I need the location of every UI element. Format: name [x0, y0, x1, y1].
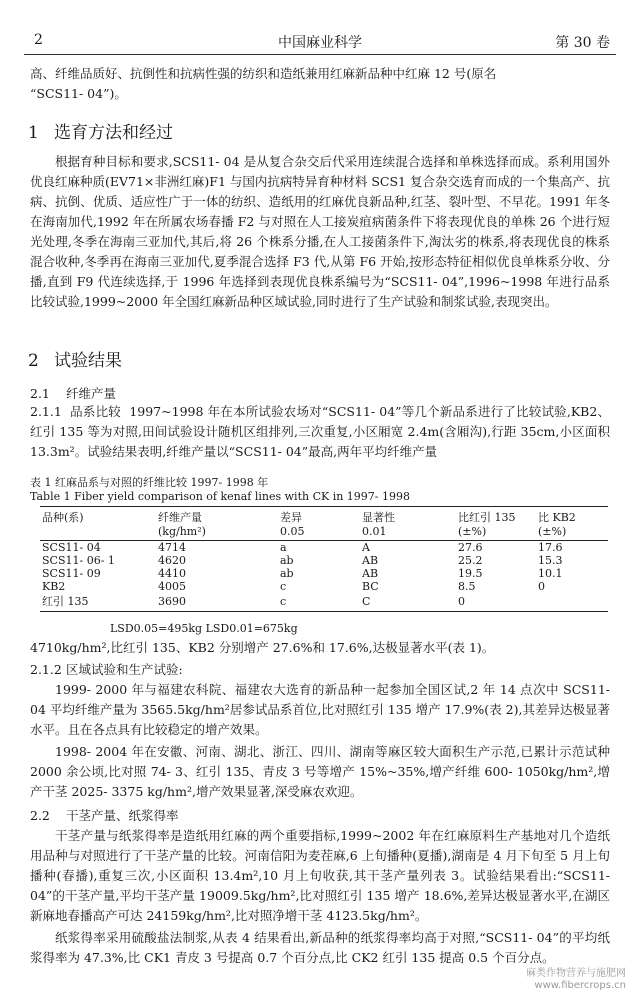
section-1-paragraph: 根据育种目标和要求,SCS11- 04 是从复合杂交后代采用连续混合选择和单株选择而成。系利用国外优良红麻种质(EV71×非洲红麻)F1 与国内抗病特异育种材料 SCS1 复合杂交选育而成的一个集高产、抗病、抗倒、优质、适应性广于一体的纺织、造纸用的红麻优良新品种,红茎、裂叶型、不早花。1991 年冬在海南加代,1992 年在所属农场春播 F2 与对照在人工接炭疽病菌条件下将表现优良的单株 26 个进行短光处理,冬季在海南三亚加代,其后,将 26 个株系分播,在人工接菌条件下,淘汰劣的株系,将表现优良的株系混合收种,冬季再在海南三亚加代,夏季混合选择 F3 代,从第 F6 开始,按形态特征相似优良单株系分收、分播,直到 F9 代连续选择,于 1996 年选择到表现优良株系编号为“SCS11- 04”,1996~1998 年进行品系比较试验,1999~2000 年全国红麻新品种区域试验,同时进行了生产试验和制浆试验,表现突出。: [30, 154, 610, 309]
column-subheader: 0.01: [360, 525, 456, 541]
section-2-2-number: 2.2: [30, 808, 50, 823]
volume-label: 第 30 卷: [555, 35, 610, 51]
table-cell: c: [280, 580, 287, 593]
intro-line-2: “SCS11- 04”)。: [30, 86, 127, 101]
table-cell: SCS11- 09: [42, 567, 101, 580]
section-2-1-2-number: 2.1.2: [30, 662, 62, 677]
table-cell: SCS11- 06- 1: [42, 554, 115, 567]
table-cell: 4620: [158, 554, 186, 567]
table-cell: A: [362, 541, 370, 554]
section-2-2-paragraph-1: 干茎产量与纸浆得率是造纸用红麻的两个重要指标,1999~2002 年在红麻原料生产基地对几个造纸用品种与对照进行了干茎产量的比较。河南信阳为麦茬麻,6 上旬播种(夏播),湖南是 4 月下旬至 5 月上旬播种(春播),重复三次,小区面积 13.4m²,10 月上旬收获,其干茎产量列表 3。试验结果看出:“SCS11- 04”的干茎产量,平均干茎产量 19009.5kg/hm²,比对照红引 135 增产 18.6%,差异达极显著水平,在湖区新麻地春播高产可达 24159kg/hm²,比对照净增干茎 4123.5kg/hm²。: [30, 828, 610, 923]
column-header: 比 KB2: [536, 507, 608, 526]
section-2-1-1-text: 1997~1998 年在本所试验农场对“SCS11- 04”等几个新品系进行了比较试验,KB2、红引 135 等为对照,田间试验设计随机区组排列,三次重复,小区厢宽 2.4m(含厢沟),行距 35cm,小区面积 13.3m²。试验结果表明,纤维产量以“SCS11- 04”最高,两年平均纤维产量: [30, 404, 610, 459]
after-table-paragraph: 4710kg/hm²,比红引 135、KB2 分别增产 27.6%和 17.6%,达极显著水平(表 1)。: [30, 640, 495, 655]
column-subheader: (kg/hm²): [156, 525, 278, 541]
table-cell: 8.5: [458, 580, 476, 593]
running-header: [24, 32, 616, 55]
table-cell: AB: [362, 554, 379, 567]
table-cell: 4005: [158, 580, 186, 593]
table-1-caption-en: Table 1 Fiber yield comparison of kenaf lines with CK in 1997- 1998: [30, 490, 411, 503]
column-subheader: (±%): [456, 525, 536, 541]
table-cell: 27.6: [458, 541, 483, 554]
intro-paragraph: [30, 64, 610, 104]
table-cell: C: [360, 593, 456, 612]
table-cell: [536, 593, 608, 612]
column-subheader: [40, 525, 156, 541]
section-2-1-2-paragraph-2: 1998- 2004 年在安徽、河南、湖北、浙江、四川、湖南等麻区较大面积生产示范,已累计示范试种 2000 余公顷,比对照 74- 3、红引 135、青皮 3 号等增产 15%~35%,增产纤维 600- 1050kg/hm²,增产干茎 2025- 3375 kg/hm²,增产效果显著,深受麻农欢迎。: [30, 744, 610, 799]
table-cell: ab: [280, 554, 294, 567]
watermark-line-1: 麻类作物营养与施肥网: [526, 968, 626, 979]
section-2-heading: [28, 346, 122, 371]
table-cell: AB: [362, 567, 379, 580]
table-cell: 红引 135: [40, 593, 156, 612]
table-cell: 15.3: [538, 554, 563, 567]
column-header: 品种(系): [40, 507, 156, 526]
section-2-1-1-number: 2.1.1: [30, 404, 62, 419]
table-cell: 4714: [158, 541, 186, 554]
table-row: [40, 567, 608, 580]
table-1-caption-cn: 表 1 红麻品系与对照的纤维比较 1997- 1998 年: [30, 476, 269, 489]
table-cell: SCS11- 04: [42, 541, 101, 554]
table-cell: 10.1: [538, 567, 563, 580]
section-2-1-number: 2.1: [30, 386, 50, 401]
section-2-2-paragraph-2: 纸浆得率采用硫酸盐法制浆,从表 4 结果看出,新品种的纸浆得率均高于对照,“SCS11- 04”的平均纸浆得率为 47.3%,比 CK1 青皮 3 号提高 0.7 个百分点,比 CK2 红引 135 提高 0.5 个百分点。: [30, 930, 610, 965]
site-watermark: [526, 968, 626, 992]
section-2-2-heading: [30, 806, 179, 824]
section-2-1-1-paragraph: [30, 402, 610, 462]
section-1-heading: [28, 118, 173, 143]
column-header: 比红引 135: [456, 507, 536, 526]
section-1-title: 选育方法和经过: [54, 123, 173, 143]
section-2-1-title: 纤维产量: [66, 386, 117, 401]
intro-line-1: 高、纤维品质好、抗倒性和抗病性强的纺织和造纸兼用红麻新品种中红麻 12 号(原名: [30, 66, 497, 81]
section-2-2-title: 干茎产量、纸浆得率: [66, 808, 179, 823]
table-subheader-row: [40, 525, 608, 541]
table-row: [40, 554, 608, 567]
section-2-title: 试验结果: [54, 351, 122, 371]
section-2-1-2-title: 区域试验和生产试验:: [66, 662, 183, 677]
section-2-1-1-title: 品系比较: [70, 404, 121, 419]
table-cell: 4410: [158, 567, 186, 580]
column-header: 纤维产量: [156, 507, 278, 526]
column-subheader: (±%): [536, 525, 608, 541]
section-2-1-2-paragraph-1: 1999- 2000 年与福建农科院、福建农大选育的新品种一起参加全国区试,2 年 14 点次中 SCS11- 04 平均纤维产量为 3565.5kg/hm²居参试品系首位,比对照红引 135 增产 17.9%(表 2),其差异达极显著水平。且在各点具有比较稳定的增产效果。: [30, 682, 610, 737]
table-cell: c: [278, 593, 360, 612]
table-cell: 3690: [156, 593, 278, 612]
table-cell: KB2: [42, 580, 66, 593]
table-cell: ab: [280, 567, 294, 580]
watermark-line-2: www.fibercrops.cn: [534, 980, 626, 991]
table-cell: a: [280, 541, 287, 554]
table-1-lsd-note: LSD0.05=495kg LSD0.01=675kg: [110, 622, 298, 635]
table-row: [40, 580, 608, 593]
table-header-row: [40, 507, 608, 526]
table-cell: 0: [538, 580, 545, 593]
table-1: [40, 506, 608, 612]
table-cell: BC: [362, 580, 379, 593]
column-header: 差异: [278, 507, 360, 526]
column-header: 显著性: [360, 507, 456, 526]
table-cell: 25.2: [458, 554, 483, 567]
table-cell: 19.5: [458, 567, 483, 580]
section-2-number: 2: [28, 351, 39, 371]
journal-name: 中国麻业科学: [278, 35, 362, 51]
page-number: 2: [34, 32, 43, 48]
column-subheader: 0.05: [278, 525, 360, 541]
section-2-1-2-heading: [30, 660, 183, 678]
section-2-1-heading: [30, 384, 116, 402]
table-cell: 17.6: [538, 541, 563, 554]
section-1-number: 1: [28, 123, 39, 143]
table-cell: 0: [456, 593, 536, 612]
table-row: [40, 593, 608, 612]
table-row: [40, 541, 608, 555]
